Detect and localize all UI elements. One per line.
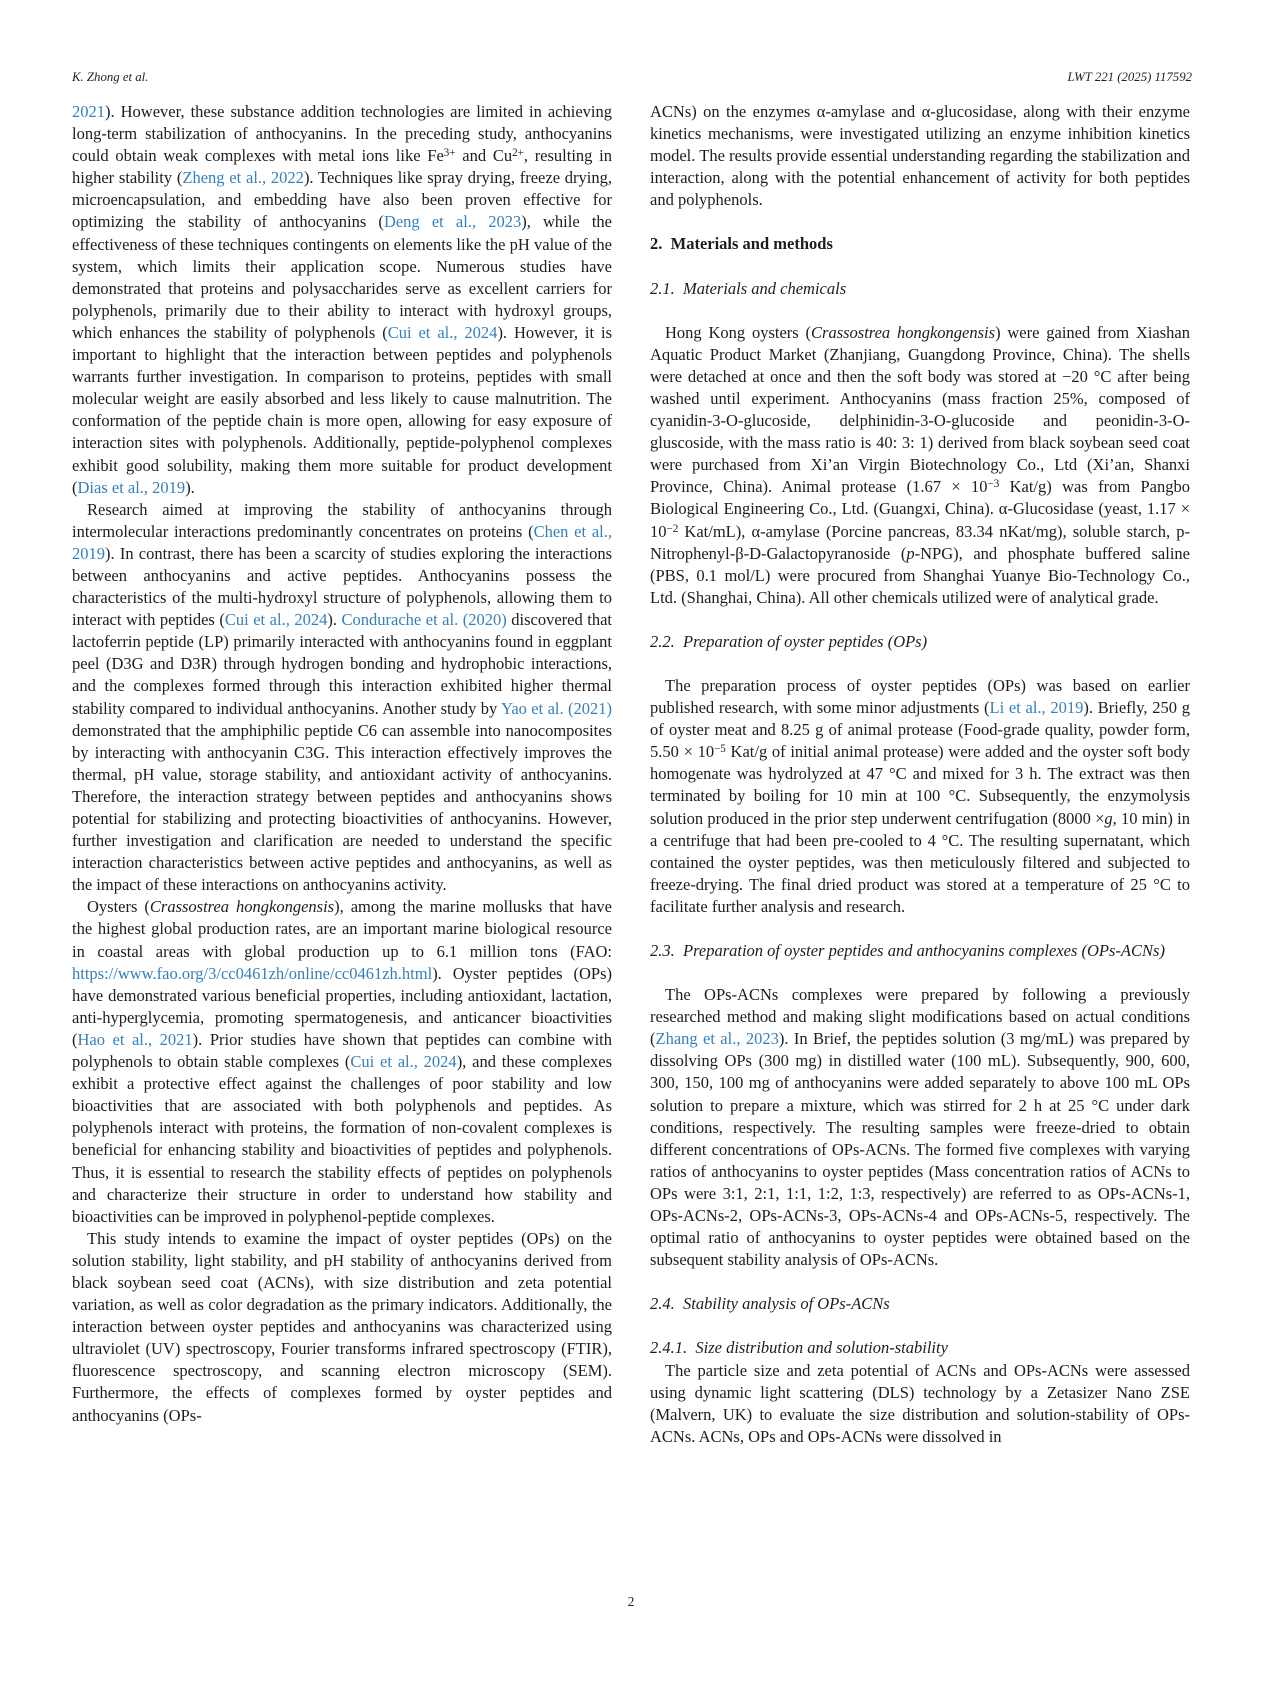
paragraph bbox=[72, 499, 612, 897]
body-text: demonstrated that the amphiphilic peptide C6 can assemble into nanocomposites by interacting with anthocyanin C3G. This interaction effectively improves the thermal, pH value, storage stability, and antioxidant activity of anthocyanins. Therefore, the interaction strategy between peptides and anthocyanins shows potential for stabilizing and protecting bioactivities of anthocyanins. However, further investigation and clarification are needed to understand the specific interaction characteristics between active peptides and anthocyanins, as well as the impact of these interactions on anthocyanins activity. bbox=[72, 720, 612, 895]
body-text: discovered that lactoferrin peptide (LP) primarily interacted with anthocyanins found in eggplant peel (D3G and D3R) through hydrogen bonding and hydrophobic interactions, and the complexes formed through this interaction exhibited higher thermal stability compared to individual anthocyanins. Another study by bbox=[72, 610, 612, 718]
body-text: and Cu bbox=[455, 146, 513, 166]
citation-link[interactable]: Yao et al. (2021) bbox=[501, 698, 612, 718]
body-text: Research aimed at improving the stability of anthocyanins through intermolecular interactions predominantly concentrates on proteins ( bbox=[72, 499, 612, 541]
left-column bbox=[72, 101, 612, 1427]
right-column bbox=[650, 101, 1190, 1448]
body-text: 2. Materials and methods bbox=[650, 234, 833, 254]
body-text: , 10 min) in a centrifuge that had been pre-cooled to 4 °C. The resulting supernatant, which contained the oyster peptides, was then meticulously filtered and subjected to freeze-drying. The final dried product was stored at a temperature of 25 °C to facilitate further analysis and research. bbox=[650, 808, 1190, 916]
citation-link[interactable]: Cui et al., 2024 bbox=[387, 322, 498, 342]
citation-link[interactable]: Zheng et al., 2022 bbox=[182, 168, 304, 188]
section-heading bbox=[650, 940, 1190, 962]
body-text: ). bbox=[327, 610, 342, 630]
body-text: -NPG), and phosphate buffered saline (PBS, 0.1 mol/L) were procured from Shanghai Yuanye Bio-Technology Co., Ltd. (Shanghai, China). All other chemicals utilized were of analytical grade. bbox=[650, 543, 1191, 607]
paragraph bbox=[650, 322, 1190, 609]
body-text: ). Techniques like spray drying, freeze drying, microencapsulation, and embedding have also been proven effective for optimizing the stability of anthocyanins ( bbox=[72, 168, 612, 232]
body-text: , resulting in higher stability ( bbox=[72, 146, 612, 188]
citation-link[interactable]: Hao et al., 2021 bbox=[77, 1029, 193, 1049]
citation-link[interactable]: Zhang et al., 2023 bbox=[655, 1029, 779, 1049]
body-text: ), among the marine mollusks that have the highest global production rates, are an important marine biological resource in coastal areas with global production up to 6.1 million tons (FAO: bbox=[72, 897, 612, 961]
paragraph bbox=[72, 101, 612, 499]
body-text: 2.4. Stability analysis of OPs-ACNs bbox=[650, 1294, 890, 1314]
citation-link[interactable]: Li et al., 2019 bbox=[989, 698, 1084, 718]
running-head-authors: K. Zhong et al. bbox=[72, 70, 149, 84]
citation-link[interactable]: Cui et al., 2024 bbox=[350, 1052, 457, 1072]
body-text: ). bbox=[185, 477, 195, 497]
section-heading bbox=[650, 278, 1190, 300]
citation-link[interactable]: 2021 bbox=[72, 102, 105, 121]
superscript: −2 bbox=[666, 522, 679, 535]
body-text: ). Prior studies have shown that peptides can combine with polyphenols to obtain stable complexes ( bbox=[72, 1029, 612, 1072]
body-text: Kat/mL), α-amylase (Porcine pancreas, 83.34 nKat/mg), soluble starch, p-Nitrophenyl-β-D-Galactopyranoside ( bbox=[650, 521, 1190, 563]
body-text: 2.4.1. Size distribution and solution-stability bbox=[650, 1338, 948, 1358]
italic-text: Crassostrea hongkongensis bbox=[149, 897, 335, 917]
running-head-journal: LWT 221 (2025) 117592 bbox=[1067, 70, 1192, 84]
paragraph bbox=[650, 101, 1190, 211]
paragraph bbox=[650, 1360, 1190, 1448]
body-text: Kat/g of initial animal protease) were added and the oyster soft body homogenate was hydrolyzed at 47 °C and mixed for 3 h. The extract was then terminated by boiling for 10 min at 100 °C. Subsequently, the enzymolysis solution produced in the prior step underwent centrifugation (8000 × bbox=[650, 742, 1190, 828]
superscript: 2+ bbox=[512, 147, 524, 160]
page-number: 2 bbox=[627, 1594, 635, 1609]
section-heading bbox=[650, 1293, 1190, 1315]
citation-link[interactable]: Deng et al., 2023 bbox=[383, 212, 522, 232]
paragraph bbox=[72, 1228, 612, 1427]
body-text: ), while the effectiveness of these techniques contingents on elements like the pH value of the system, which limits their application scope. Numerous studies have demonstrated that proteins and polysaccharides serve as excellent carriers for polyphenols, primarily due to their ability to interact with hydroxyl groups, which enhances the stability of polyphenols ( bbox=[72, 212, 612, 342]
superscript: −3 bbox=[987, 478, 1000, 491]
section-heading bbox=[650, 1337, 1190, 1359]
body-text: ACNs) on the enzymes α-amylase and α-glucosidase, along with their enzyme kinetics mechanisms, were investigated utilizing an enzyme inhibition kinetics model. The results provide essential understanding regarding the stabilization and interaction, along with the potential enhancement of activity for both peptides and polyphenols. bbox=[650, 102, 1190, 210]
body-text: 2.1. Materials and chemicals bbox=[650, 278, 847, 298]
body-text: The preparation process of oyster peptides (OPs) was based on earlier published research, with some minor adjustments ( bbox=[650, 675, 1190, 718]
body-text: ). In contrast, there has been a scarcity of studies exploring the interactions between anthocyanins and active peptides. Anthocyanins possess the characteristics of the multi-hydroxyl structure of polyphenols, allowing them to interact with peptides ( bbox=[72, 543, 612, 630]
italic-text: p bbox=[906, 543, 915, 563]
body-text: 2.2. Preparation of oyster peptides (OPs) bbox=[650, 631, 928, 651]
citation-link[interactable]: Cui et al., 2024 bbox=[224, 610, 328, 630]
external-url-link[interactable]: https://www.fao.org/3/cc0461zh/online/cc0461zh.html bbox=[72, 963, 433, 983]
body-text: 2.3. Preparation of oyster peptides and anthocyanins complexes (OPs-ACNs) bbox=[650, 941, 1165, 960]
italic-text: Crassostrea hongkongensis bbox=[811, 322, 996, 342]
body-text: ). Briefly, 250 g of oyster meat and 8.25 g of animal protease (Food-grade quality, powder form, 5.50 × 10 bbox=[650, 698, 1190, 762]
citation-link[interactable]: Condurache et al. (2020) bbox=[341, 610, 507, 630]
body-text: ). Oyster peptides (OPs) have demonstrated various beneficial properties, including antioxidant, lactation, anti-hyperglycemia, promoting spermatogenesis, and anticancer bioactivities ( bbox=[72, 963, 612, 1049]
paragraph bbox=[650, 984, 1190, 1271]
section-heading bbox=[650, 233, 1190, 255]
body-text: ). However, it is important to highlight that the interaction between peptides and polyphenols warrants further investigation. In comparison to proteins, peptides with small molecular weight are easily absorbed and less likely to cause malnutrition. The conformation of the peptide chain is more open, allowing for easy exposure of interaction sites with polyphenols. Additionally, peptide-polyphenol complexes exhibit good solubility, making them more suitable for product development ( bbox=[72, 322, 613, 497]
body-text: ). In Brief, the peptides solution (3 mg/mL) was prepared by dissolving OPs (300 mg) in distilled water (100 mL). Subsequently, 900, 600, 300, 150, 100 mg of anthocyanins were added separately to above 100 mL OPs solution to prepare a mixture, which was stirred for 2 h at 25 °C under dark conditions, respectively. The resulting samples were freeze-dried to obtain different concentrations of OPs-ACNs. The formed five complexes with varying ratios of anthocyanins to oyster peptides (Mass concentration ratios of ACNs to OPs were 3:1, 2:1, 1:1, 1:2, 1:3, respectively) are referred to as OPs-ACNs-1, OPs-ACNs-2, OPs-ACNs-3, OPs-ACNs-4 and OPs-ACNs-5, respectively. The optimal ratio of anthocyanins to oyster peptides were obtained based on the subsequent stability analysis of OPs-ACNs. bbox=[650, 1029, 1190, 1270]
citation-link[interactable]: Chen et al., 2019 bbox=[72, 521, 612, 563]
body-text: The OPs-ACNs complexes were prepared by following a previously researched method and making slight modifications based on actual conditions ( bbox=[650, 985, 1190, 1049]
italic-text: g bbox=[1104, 808, 1113, 828]
citation-link[interactable]: Dias et al., 2019 bbox=[77, 477, 186, 497]
superscript: 3+ bbox=[443, 147, 456, 160]
body-text: This study intends to examine the impact of oyster peptides (OPs) on the solution stability, light stability, and pH stability of anthocyanins derived from black soybean seed coat (ACNs), with size distribution and zeta potential variation, as well as color degradation as the primary indicators. Additionally, the interaction between oyster peptides and anthocyanins was characterized using ultraviolet (UV) spectroscopy, Fourier transforms infrared spectroscopy (FTIR), fluorescence spectroscopy, and scanning electron microscopy (SEM). Furthermore, the effects of complexes formed by oyster peptides and anthocyanins (OPs- bbox=[72, 1228, 612, 1425]
superscript: −5 bbox=[714, 743, 726, 756]
paragraph bbox=[72, 896, 612, 1227]
paragraph bbox=[650, 675, 1190, 918]
section-heading bbox=[650, 631, 1190, 653]
body-text: ), and these complexes exhibit a protective effect against the challenges of poor stability and low bioactivities that are associated with both polyphenols and peptides. As polyphenols interact with proteins, the formation of non-covalent complexes is beneficial for enhancing stability and bioactivities of peptides and polyphenols. Thus, it is essential to research the stability effects of peptides on polyphenols and characterize their structure in order to understand how stability and bioactivities can be improved in polyphenol-peptide complexes. bbox=[72, 1052, 613, 1226]
body-text: Kat/g) was from Pangbo Biological Engineering Co., Ltd. (Guangxi, China). α-Glucosidase (yeast, 1.17 × 10 bbox=[650, 477, 1190, 541]
body-text: ) were gained from Xiashan Aquatic Product Market (Zhanjiang, Guangdong Province, China). The shells were detached at once and then the soft body was stored at −20 °C after being washed until experiment. Anthocyanins (mass fraction 25%, composed of cyanidin-3-O-glucoside, delphinidin-3-O-glucoside and peonidin-3-O-gluscoside, with the mass ratio is 40: 3: 1) derived from black soybean seed coat were purchased from Xi’an Virgin Biotechnology Co., Ltd (Xi’an, Shanxi Province, China). Animal protease (1.67 × 10 bbox=[650, 322, 1190, 497]
body-text: Oysters ( bbox=[87, 897, 150, 917]
body-text: The particle size and zeta potential of ACNs and OPs-ACNs were assessed using dynamic light scattering (DLS) technology by a Zetasizer Nano ZSE (Malvern, UK) to evaluate the size distribution and solution-stability of OPs-ACNs. ACNs, OPs and OPs-ACNs were dissolved in bbox=[650, 1360, 1190, 1446]
body-text: ). However, these substance addition technologies are limited in achieving long-term stabilization of anthocyanins. In the preceding study, anthocyanins could obtain weak complexes with metal ions like Fe bbox=[72, 102, 612, 166]
body-text: Hong Kong oysters ( bbox=[665, 322, 812, 342]
